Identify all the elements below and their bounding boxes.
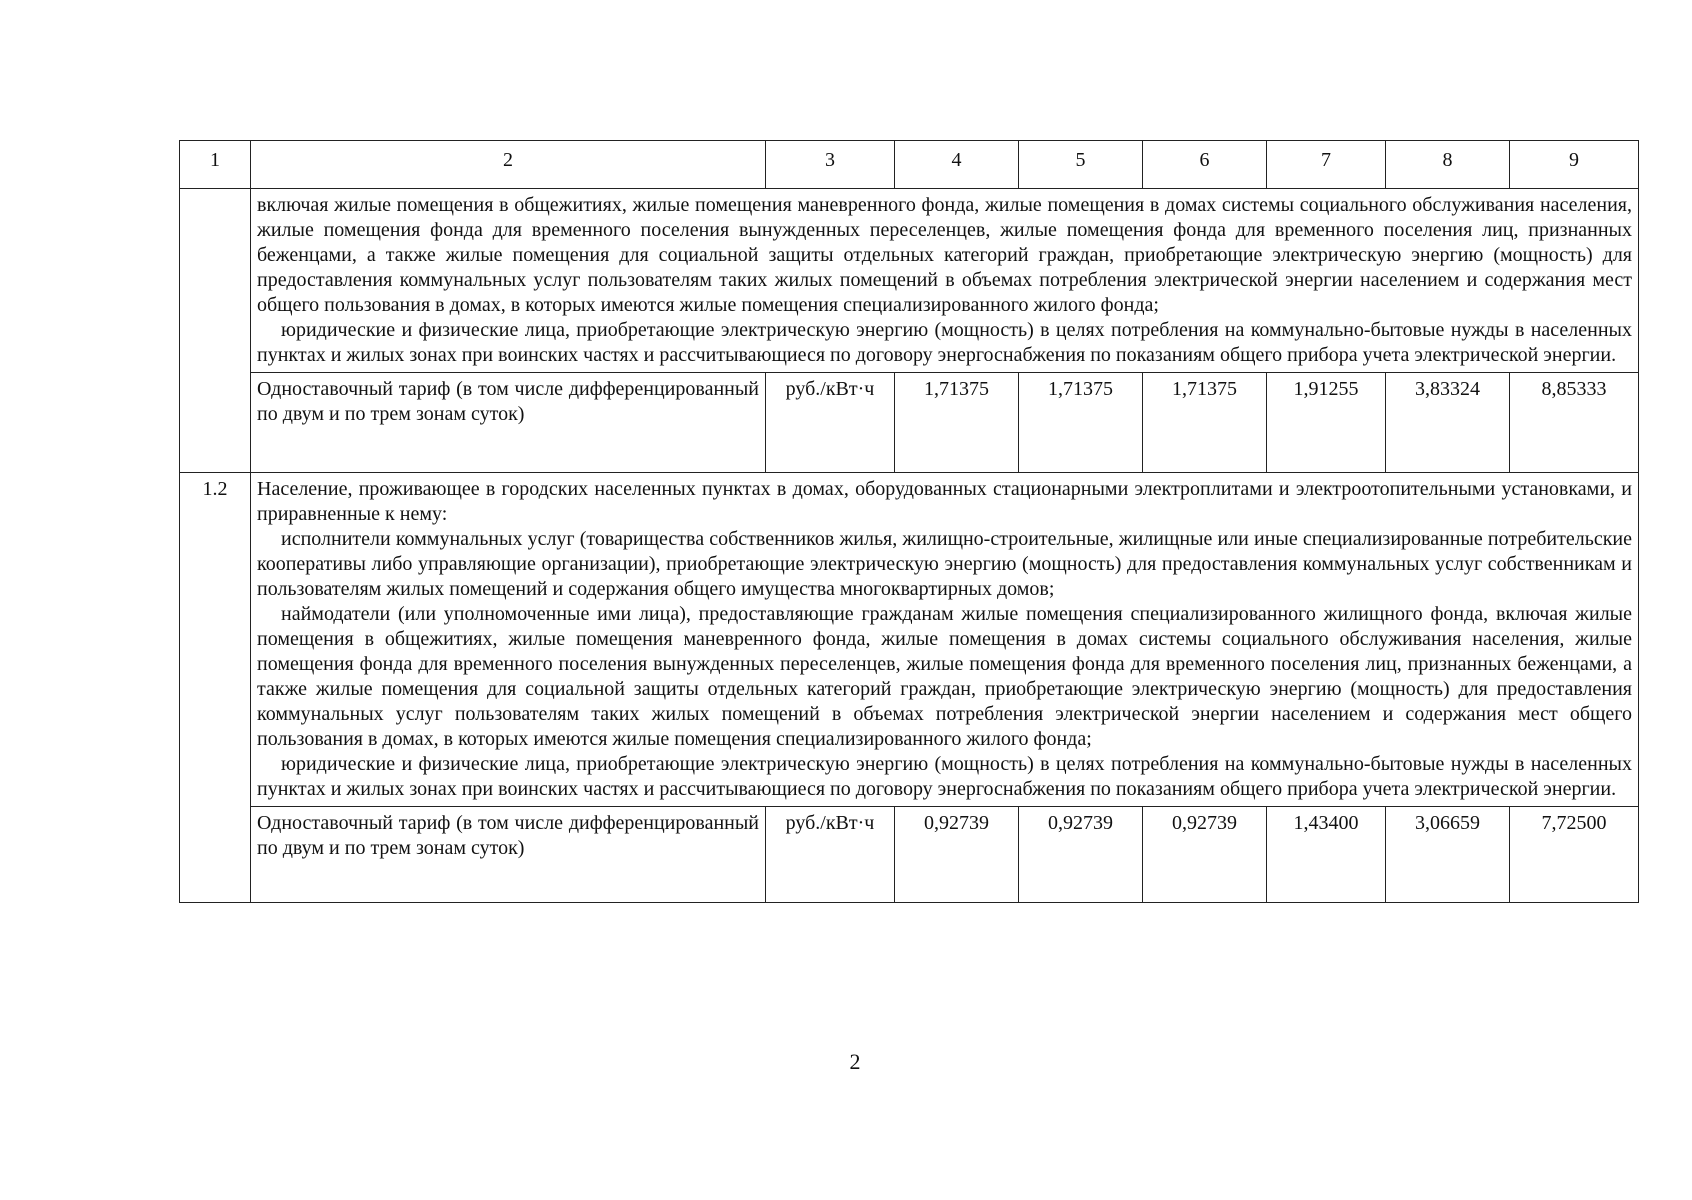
tariff-value: 3,83324 [1386,373,1510,473]
row-number-cell [180,189,251,473]
row-number: 1.2 [180,473,251,903]
tariff-value: 3,06659 [1386,807,1510,903]
column-number: 3 [766,141,895,189]
tariff-value: 0,92739 [1019,807,1143,903]
tariff-name: Одноставочный тариф (в том числе дифференцированный по двум и по трем зонам суток) [251,807,766,903]
tariff-value: 1,91255 [1267,373,1386,473]
column-number: 1 [180,141,251,189]
tariff-unit: руб./кВт·ч [766,373,895,473]
tariff-value: 1,71375 [895,373,1019,473]
column-number: 4 [895,141,1019,189]
tariff-unit: руб./кВт·ч [766,807,895,903]
description-paragraph: Население, проживающее в городских населенных пунктах в домах, оборудованных стационарными электроплитами и электроотопительными установками, и приравненные к нему: [257,478,1632,525]
consumer-description [251,473,1639,807]
column-number: 6 [1143,141,1267,189]
tariff-name: Одноставочный тариф (в том числе дифференцированный по двум и по трем зонам суток) [251,373,766,473]
column-number-row [180,141,1639,189]
column-number: 5 [1019,141,1143,189]
tariff-value: 1,71375 [1143,373,1267,473]
column-number: 8 [1386,141,1510,189]
description-paragraph: включая жилые помещения в общежитиях, жилые помещения маневренного фонда, жилые помещения в домах системы социального обслуживания населения, жилые помещения фонда для временного поселения вынужденных переселенцев, жилые помещения фонда для временного поселения лиц, признанных беженцами, а также жилые помещения для социальной защиты отдельных категорий граждан, приобретающие электрическую энергию (мощность) для предоставления коммунальных услуг пользователям таких жилых помещений в объемах потребления электрической энергии населением и содержания мест общего пользования в домах, в которых имеются жилые помещения специализированного жилого фонда; [257,194,1632,316]
description-paragraph: исполнители коммунальных услуг (товарищества собственников жилья, жилищно-строительные, жилищные или иные специализированные потребительские кооперативы либо управляющие организации), приобретающие электрическую энергию (мощность) для предоставления коммунальных услуг собственникам и пользователям жилых помещений и содержания общего имущества многоквартирных домов; [257,528,1632,600]
consumer-group-row [180,473,1639,807]
page-number: 2 [849,1049,861,1074]
tariff-value: 1,43400 [1267,807,1386,903]
consumer-group-row [180,189,1639,373]
description-paragraph: юридические и физические лица, приобретающие электрическую энергию (мощность) в целях потребления на коммунально-бытовые нужды в населенных пунктах и жилых зонах при воинских частях и рассчитывающиеся по договору энергоснабжения по показаниям общего прибора учета электрической энергии. [257,753,1632,800]
tariff-value: 0,92739 [895,807,1019,903]
tariff-row [180,373,1639,473]
tariff-value: 1,71375 [1019,373,1143,473]
column-number: 7 [1267,141,1386,189]
tariff-row [180,807,1639,903]
tariff-value: 8,85333 [1510,373,1639,473]
consumer-description [251,189,1639,373]
description-paragraph: наймодатели (или уполномоченные ими лица), предоставляющие гражданам жилые помещения специализированного жилищного фонда, включая жилые помещения в общежитиях, жилые помещения маневренного фонда, жилые помещения в домах системы социального обслуживания населения, жилые помещения фонда для временного поселения вынужденных переселенцев, жилые помещения фонда для временного поселения лиц, признанных беженцами, а также жилые помещения для социальной защиты отдельных категорий граждан, приобретающие электрическую энергию (мощность) для предоставления коммунальных услуг пользователям таких жилых помещений в объемах потребления электрической энергии населением и содержания мест общего пользования в домах, в которых имеются жилые помещения специализированного жилого фонда; [257,603,1632,750]
tariff-table [179,140,1639,903]
tariff-value: 0,92739 [1143,807,1267,903]
column-number: 9 [1510,141,1639,189]
tariff-value: 7,72500 [1510,807,1639,903]
column-number: 2 [251,141,766,189]
description-paragraph: юридические и физические лица, приобретающие электрическую энергию (мощность) в целях потребления на коммунально-бытовые нужды в населенных пунктах и жилых зонах при воинских частях и рассчитывающиеся по договору энергоснабжения по показаниям общего прибора учета электрической энергии. [257,319,1632,366]
